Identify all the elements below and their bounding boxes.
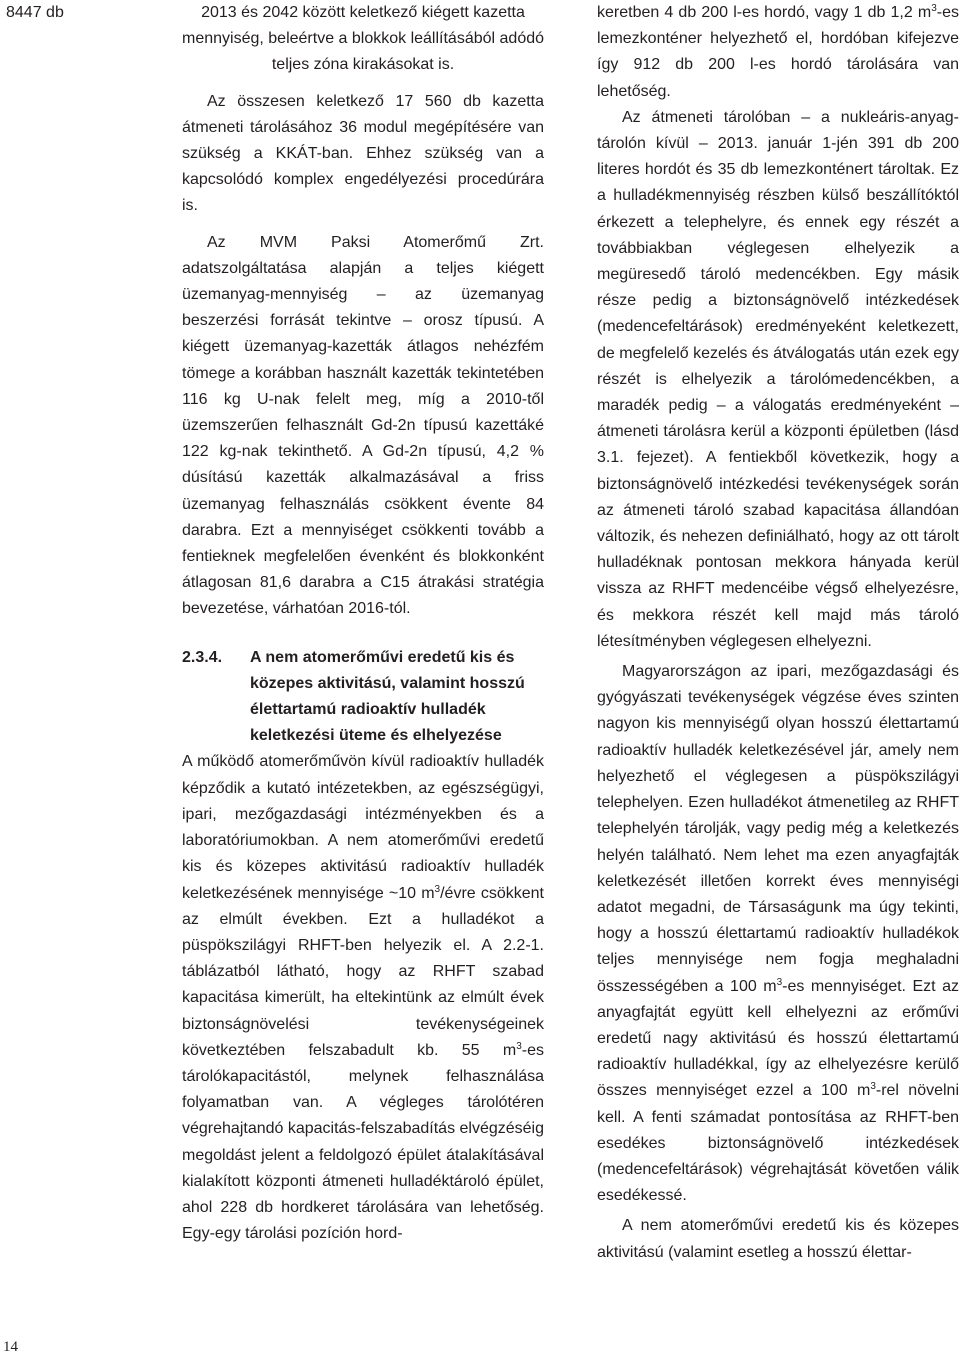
text-span: keretben 4 db 200 l-es hordó, vagy 1 db 1,2 m xyxy=(597,4,932,21)
superscript: 3 xyxy=(870,1081,876,1093)
text-span: -es tárolókapacitástól, melynek felhasználása folyamatban van. A végleges tárolótéren végrehajtandó kapacitás-felszabadítás elvégzéséig megoldást jelent a feldolgozó épület átalakításával kialakított központi átmeneti hulladéktároló épület, ahol 228 db hordkeret tárolására van lehetőség. Egy-egy tárolási pozíción hord- xyxy=(182,1041,545,1243)
superscript: 3 xyxy=(776,976,783,988)
superscript: 3 xyxy=(434,883,441,895)
superscript: 3 xyxy=(516,1040,522,1052)
section-title: A nem atomerőművi eredetű kis és közepes aktivitású, valamint hosszú élettartamú radioaktív hulladék keletkezési üteme és elhelyezése xyxy=(250,648,525,745)
superscript: 3 xyxy=(931,3,937,14)
page-number: 14 xyxy=(3,1339,18,1355)
paragraph-temporary-storage: Az átmeneti tárolóban – a nukleáris-anyag-tárolón kívül – 2013. január 1-jén 391 db 200 literes hordót és 35 db lemezkonténert tároltak. Ez a hulladékmennyiség részben külső beszállítóktól érkezett a telephelyre, és ennek egy részét a továbbiakban véglegesen elhelyezik a megüresedő tároló medencékben. Egy másik része pedig a biztonságnövelő intézkedések (medencefeltárások) eredményeként keletkezett, de megfelelő kezelés és átválogatás után ezek egy részét is elhelyezik a tárolómedencékben, a maradék pedig – a válogatás eredményeként – átmeneti tárolásra kerül a központi épületben (lásd 3.1. fejezet). A fentiekből következik, hogy a biztonságnövelő intézkedési tevékenységek során az átmeneti tároló szabad kapacitása állandóan változik, és nehezen definiálható, hogy az ott tárolt hulladéknak pontosan mekkora hányada kerül vissza az RHFT medencéibe végső elhelyezésre, és mekkora részét kell majd más tároló létesítményben véglegesen elhelyezni. xyxy=(597,108,960,650)
section-heading xyxy=(182,645,544,750)
paragraph-paks-data: Az MVM Paksi Atomerőmű Zrt. adatszolgáltatása alapján a teljes kiégett üzemanyag-mennyiség – az üzemanyag beszerzési forrását tekintve – orosz típusú. A kiégett üzemanyag-kazetták átlagos nehézfém tömege a korábban használt kazetták tekintetében 116 kg U-nak felelt meg, míg a 2010-től üzemszerűen felhasznált Gd-2n típusú kazettáké 122 kg-nak tekinthető. A Gd-2n típusú, 4,2 % dúsítású kazetták alkalmazásával a friss üzemanyag felhasználás csökkent évente 84 darabra. Ezt a mennyiséget csökkenti tovább a fentieknek megfelelően évenként és blokkonként átlagosan 81,6 darabra a C15 átrakási stratégia bevezetése, várhatóan 2016-tól. xyxy=(182,233,544,618)
text-span: -es lemezkonténer helyezhető el, hordóban kifejezve így 912 db 200 l-es hordó tárolására van lehetőség. xyxy=(597,4,959,100)
text-span: -rel növelni kell. A fenti számadat pontosítása az RHFT-ben esedékes biztonságnövelő intézkedések (medencefeltárások) végrehajtását követően válik esedékessé. xyxy=(597,1082,959,1205)
left-column xyxy=(182,0,544,1247)
section-number: 2.3.4. xyxy=(182,648,223,666)
text-span: /évre csökkent az elmúlt években. Ezt a hulladékot a püspökszilágyi RHFT-ben helyezik el. A 2.2-1. táblázatból látható, hogy az RHFT szabad kapacitása kimerült, ha eltekintünk az elmúlt évek biztonságnövelési tevékenységeinek következtében felszabadult kb. 55 m xyxy=(182,884,544,1059)
text-span: Magyarországon az ipari, mezőgazdasági és gyógyászati tevékenységek végzése éves szinten nagyon kis mennyiségű olyan hosszú élettartamú radioaktív hulladék keletkezésével jár, amely nem helyezhető el véglegesen a püspökszilágyi telephelyen. Ezen hulladékot átmenetileg az RHFT telephelyén tárolják, vagy pedig még a keletkezés helyén található. Nem lehet ma ezen anyagfajták keletkezését illetően korrekt éves mennyiségi adatot megadni, de Társaságunk ma úgy tekinti, hogy a hosszú élettartamú radioaktív hulladékok teljes mennyisége nem fogja meghaladni összességében a 100 m xyxy=(597,663,959,995)
paragraph-non-npp-waste xyxy=(182,749,544,1247)
paragraph-kazetta-count: 2013 és 2042 között keletkező kiégett kazetta mennyiség, beleértve a blokkok leállításából adódó teljes zóna kirakásokat is. xyxy=(182,4,545,74)
paragraph-kkat: Az összesen keletkező 17 560 db kazetta átmeneti tárolásához 36 modul megépítésére van szükség a KKÁT-ban. Ehhez szükség van a kapcsolódó komplex engedélyezési procedúrára is. xyxy=(182,92,544,215)
paragraph-hordkeret xyxy=(597,0,959,105)
right-column xyxy=(597,0,959,1266)
text-span: A működő atomerőművön kívül radioaktív hulladék képződik a kutató intézetekben, az egészségügyi, ipari, mezőgazdasági intézményekben és a laboratóriumokban. A nem atomerőművi eredetű kis és közepes aktivitású radioaktív hulladék keletkezésének mennyisége ~10 m xyxy=(182,753,544,902)
text-span: -es mennyiséget. Ezt az anyagfajtát együtt kell elhelyezni az erőművi eredetű nagy aktivitású és hosszú élettartamú radioaktív hulladékkal, így az elhelyezésre kerülő összes mennyiséget ezzel a 100 m xyxy=(597,977,959,1100)
reference-label: 8447 db xyxy=(6,4,64,21)
paragraph-long-lived-waste xyxy=(597,659,959,1209)
paragraph-continuation: A nem atomerőművi eredetű kis és közepes aktivitású (valamint esetleg a hosszú élettar- xyxy=(597,1217,959,1261)
